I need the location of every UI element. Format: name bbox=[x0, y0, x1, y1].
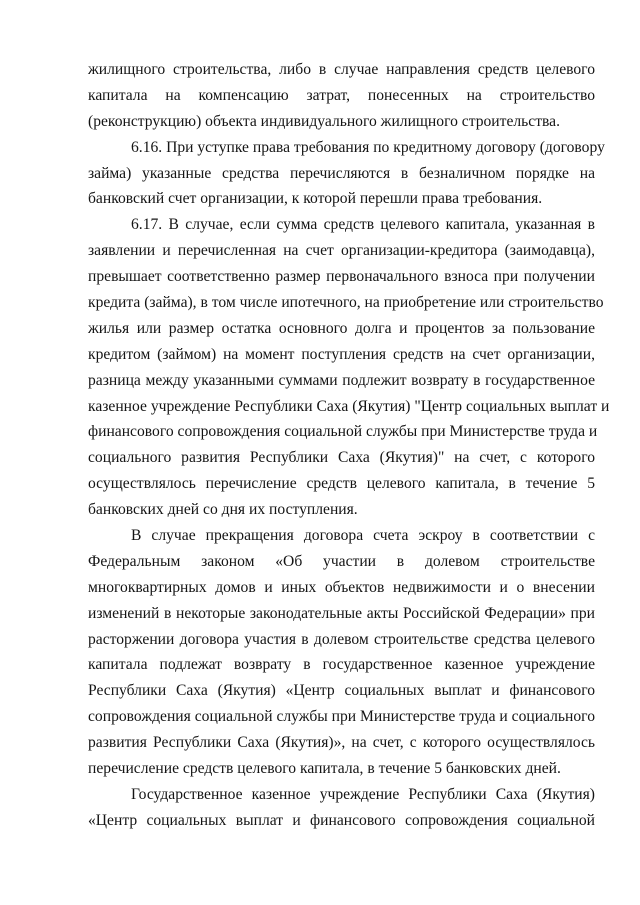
paragraph-first-line: В случае прекращения договора счета эскроу в соответствии с bbox=[131, 527, 595, 545]
text-line: социального развития Республики Саха (Якутия)" на счет, с которого bbox=[88, 449, 595, 467]
text-line: кредита (займа), в том числе ипотечного, на приобретение или строительство bbox=[88, 294, 604, 312]
text-line: капитала на компенсацию затрат, понесенных на строительство bbox=[88, 86, 595, 104]
text-line: «Центр социальных выплат и финансового сопровождения социальной bbox=[88, 811, 595, 829]
text-line: капитала подлежат возврату в государственное казенное учреждение bbox=[88, 656, 595, 674]
text-line: казенное учреждение Республики Саха (Якутия) "Центр социальных выплат и bbox=[88, 397, 610, 415]
text-line: многоквартирных домов и иных объектов недвижимости и о внесении bbox=[88, 578, 595, 596]
text-line: финансового сопровождения социальной службы при Министерстве труда и bbox=[88, 423, 598, 441]
text-line: превышает соответственно размер первоначального взноса при получении bbox=[88, 268, 595, 286]
text-line: расторжении договора участия в долевом строительстве средства целевого bbox=[88, 630, 595, 648]
text-line: жилья или размер остатка основного долга и процентов за пользование bbox=[88, 319, 595, 337]
document-body bbox=[88, 57, 610, 834]
text-line: кредитом (займом) на момент поступления средств на счет организации, bbox=[88, 345, 595, 363]
text-line: заявлении и перечисленная на счет организации-кредитора (заимодавца), bbox=[88, 242, 595, 260]
text-line: изменений в некоторые законодательные акты Российской Федерации» при bbox=[88, 604, 595, 622]
text-line: займа) указанные средства перечисляются в безналичном порядке на bbox=[88, 164, 595, 182]
text-line: банковских дней со дня их поступления. bbox=[88, 501, 358, 519]
text-line: жилищного строительства, либо в случае направления средств целевого bbox=[88, 61, 595, 78]
text-line: сопровождения социальной службы при Министерстве труда и социального bbox=[88, 708, 595, 726]
paragraph-first-line: 6.17. В случае, если сумма средств целевого капитала, указанная в bbox=[131, 216, 595, 234]
text-line: Федеральным законом «Об участии в долевом строительстве bbox=[88, 552, 595, 570]
paragraph-first-line: 6.16. При уступке права требования по кредитному договору (договору bbox=[131, 138, 605, 156]
text-line: Республики Саха (Якутия) «Центр социальных выплат и финансового bbox=[88, 682, 595, 700]
text-line: банковский счет организации, к которой перешли права требования. bbox=[88, 190, 543, 208]
text-line: (реконструкцию) объекта индивидуального жилищного строительства. bbox=[88, 112, 560, 130]
text-line: перечисление средств целевого капитала, в течение 5 банковских дней. bbox=[88, 760, 561, 778]
text-line: развития Республики Саха (Якутия)», на счет, с которого осуществлялось bbox=[88, 734, 595, 752]
paragraph-first-line: Государственное казенное учреждение Республики Саха (Якутия) bbox=[131, 785, 595, 803]
text-line: осуществлялось перечисление средств целевого капитала, в течение 5 bbox=[88, 475, 595, 493]
text-line: разница между указанными суммами подлежит возврату в государственное bbox=[88, 371, 595, 389]
